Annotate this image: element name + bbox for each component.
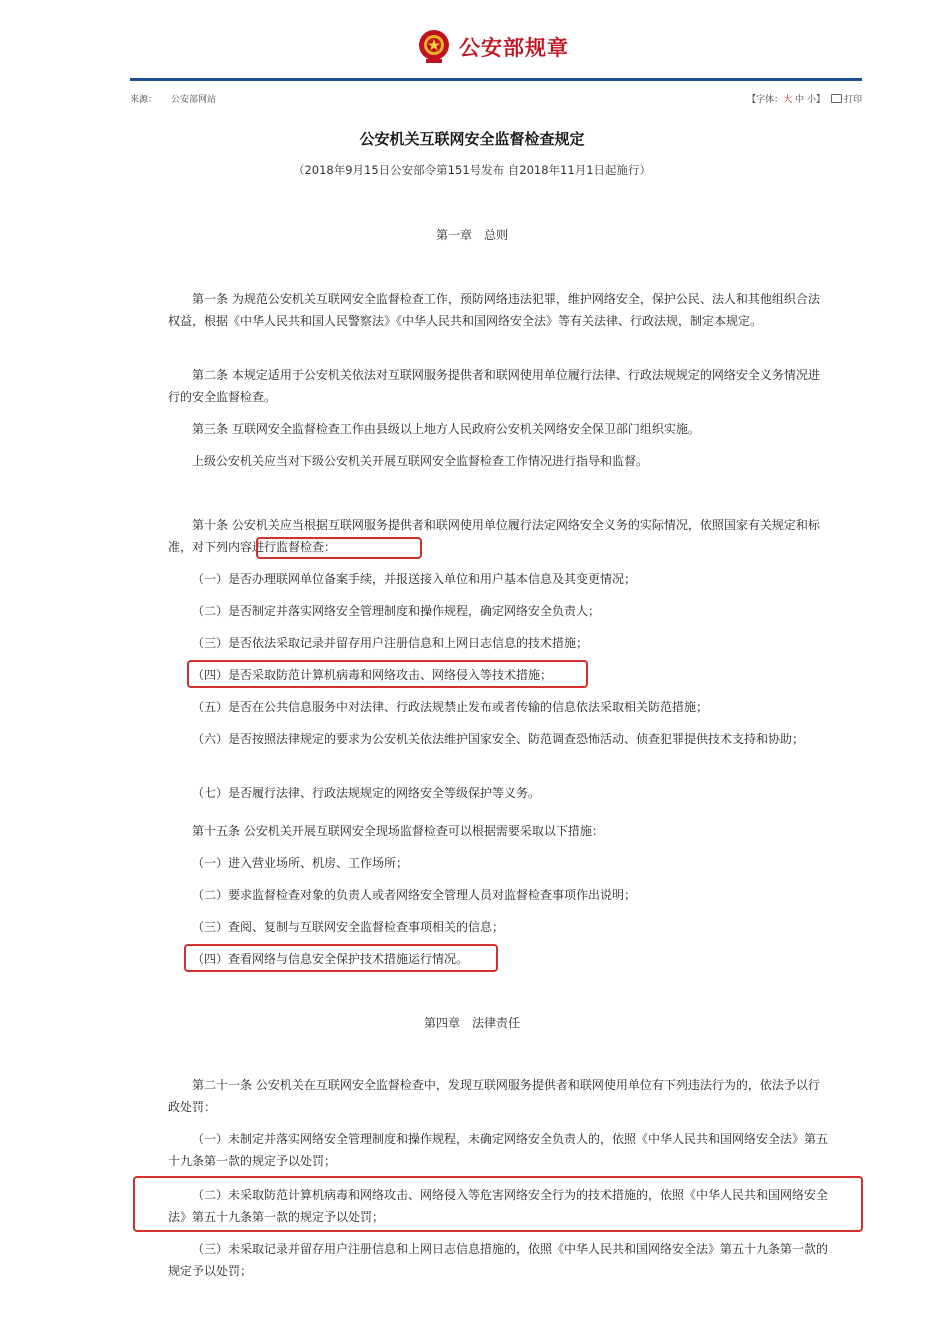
- article-15: 第十五条 公安机关开展互联网安全现场监督检查可以根据需要采取以下措施：: [192, 824, 604, 838]
- article-21: 第二十一条 公安机关在互联网安全监督检查中，发现互联网服务提供者和联网使用单位有下列违法行为的，依法予以行政处罚：: [168, 1078, 820, 1114]
- font-size-label: 【字体：: [747, 95, 784, 105]
- article-10-item-4: （四）是否采取防范计算机病毒和网络攻击、网络侵入等技术措施；: [192, 668, 553, 682]
- article-10-item-5: （五）是否在公共信息服务中对法律、行政法规禁止发布或者传输的信息依法采取相关防范措施；: [192, 700, 709, 714]
- document-subtitle: （2018年9月15日公安部令第151号发布 自2018年11月1日起施行）: [292, 163, 652, 177]
- article-10-item-3: （三）是否依法采取记录并留存用户注册信息和上网日志信息的技术措施；: [192, 636, 589, 650]
- article-10-item-1: （一）是否办理联网单位备案手续，并报送接入单位和用户基本信息及其变更情况；: [192, 572, 637, 586]
- article-10: [168, 514, 828, 558]
- chapter-heading-4: 第四章 法律责任: [423, 1016, 520, 1030]
- national-emblem-icon: [417, 28, 451, 64]
- font-small-button[interactable]: 小】: [806, 95, 825, 105]
- font-medium-button[interactable]: 中: [795, 95, 805, 105]
- document-title: 公安机关互联网安全监督检查规定: [359, 130, 585, 148]
- article-3-part-1: 第三条 互联网安全监督检查工作由县级以上地方人民政府公安机关网络安全保卫部门组织实施。: [192, 422, 700, 436]
- source-label: 来源：: [130, 95, 158, 105]
- print-button[interactable]: 打印: [843, 95, 862, 105]
- article-2: 第二条 本规定适用于公安机关依法对互联网服务提供者和联网使用单位履行法律、行政法规规定的网络安全义务情况进行的安全监督检查。: [168, 368, 820, 404]
- font-large-button[interactable]: 大: [783, 95, 793, 105]
- font-size-controls: [747, 92, 862, 105]
- article-10-item-2: （二）是否制定并落实网络安全管理制度和操作规程，确定网络安全负责人；: [192, 604, 601, 618]
- article-21-item-2: （二）未采取防范计算机病毒和网络攻击、网络侵入等危害网络安全行为的技术措施的，依照《中华人民共和国网络安全法》第五十九条第一款的规定予以处罚；: [168, 1188, 829, 1224]
- article-15-item-2: （二）要求监督检查对象的负责人或者网络安全管理人员对监督检查事项作出说明；: [192, 888, 637, 902]
- page-header: [0, 0, 944, 78]
- article-15-item-1: （一）进入营业场所、机房、工作场所；: [192, 856, 409, 870]
- source-value: 公安部网站: [171, 95, 217, 105]
- article-10-intro: 第十条 公安机关应当根据互联网服务提供者和联网使用单位履行法定网络安全义务的实际情况，依照国家有关规定和标准，: [168, 518, 820, 554]
- article-10-lead: 对下列内容进行监督检查：: [192, 540, 337, 554]
- article-10-item-6: （六）是否按照法律规定的要求为公安机关依法维护国家安全、防范调查恐怖活动、侦查犯罪提供技术支持和协助；: [192, 732, 805, 746]
- article-10-item-7: （七）是否履行法律、行政法规规定的网络安全等级保护等义务。: [192, 786, 541, 800]
- source-info: [130, 92, 230, 105]
- header-divider: [130, 78, 862, 81]
- article-21-item-3: （三）未采取记录并留存用户注册信息和上网日志信息措施的，依照《中华人民共和国网络安全法》第五十九条第一款的规定予以处罚；: [168, 1242, 829, 1278]
- article-1: 第一条 为规范公安机关互联网安全监督检查工作，预防网络违法犯罪，维护网络安全，保护公民、法人和其他组织合法权益，根据《中华人民共和国人民警察法》《中华人民共和国网络安全法》等有关法律、行政法规，制定本规定。: [168, 292, 820, 328]
- chapter-heading-1: 第一章 总则: [435, 228, 508, 242]
- article-15-item-4: （四）查看网络与信息安全保护技术措施运行情况。: [192, 952, 469, 966]
- article-15-item-3: （三）查阅、复制与互联网安全监督检查事项相关的信息；: [192, 920, 505, 934]
- article-3-part-2: 上级公安机关应当对下级公安机关开展互联网安全监督检查工作情况进行指导和监督。: [192, 454, 649, 468]
- site-title: 公安部规章: [459, 35, 569, 60]
- print-icon[interactable]: [831, 94, 842, 103]
- article-21-item-1: （一）未制定并落实网络安全管理制度和操作规程，未确定网络安全负责人的，依照《中华人民共和国网络安全法》第五十九条第一款的规定予以处罚；: [168, 1132, 829, 1168]
